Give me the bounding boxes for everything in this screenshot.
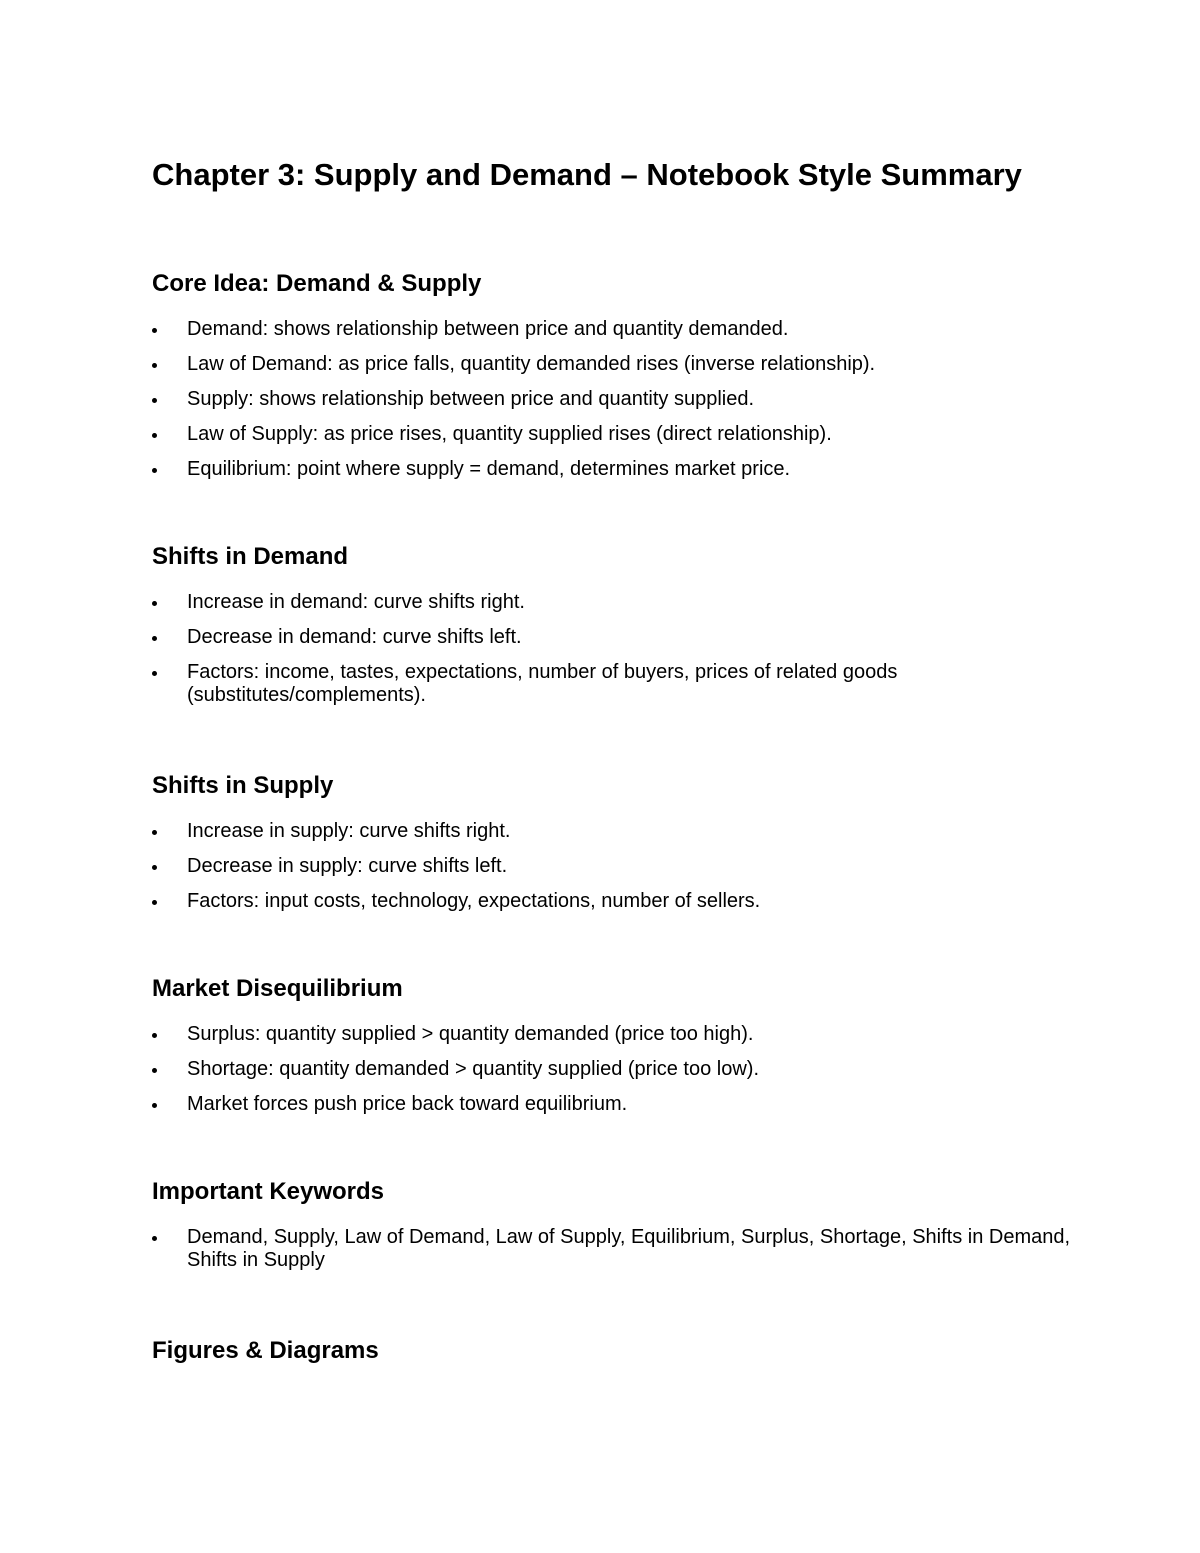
list-item-text: Decrease in demand: curve shifts left. bbox=[187, 626, 522, 648]
bullet-list bbox=[152, 591, 1072, 707]
bullet-icon bbox=[152, 636, 157, 641]
list-item-text: Market forces push price back toward equilibrium. bbox=[187, 1093, 628, 1115]
list-item bbox=[152, 1093, 1072, 1116]
bullet-icon bbox=[152, 1236, 157, 1241]
list-item bbox=[152, 388, 1072, 411]
list-item-text: Factors: income, tastes, expectations, number of buyers, prices of related goods (substitutes/complements). bbox=[187, 661, 898, 706]
bullet-list bbox=[152, 1023, 1072, 1116]
bullet-icon bbox=[152, 900, 157, 905]
list-item-text: Demand: shows relationship between price and quantity demanded. bbox=[187, 318, 789, 340]
bullet-icon bbox=[152, 865, 157, 870]
list-item bbox=[152, 423, 1072, 446]
bullet-icon bbox=[152, 601, 157, 606]
section-heading: Market Disequilibrium bbox=[152, 975, 403, 1002]
list-item-text: Law of Demand: as price falls, quantity demanded rises (inverse relationship). bbox=[187, 353, 876, 375]
section-figures-diagrams bbox=[152, 1337, 1072, 1365]
bullet-list bbox=[152, 318, 1072, 481]
section-important-keywords bbox=[152, 1178, 1072, 1272]
list-item bbox=[152, 1226, 1072, 1272]
list-item-text: Surplus: quantity supplied > quantity demanded (price too high). bbox=[187, 1023, 754, 1045]
list-item bbox=[152, 855, 1072, 878]
list-item bbox=[152, 318, 1072, 341]
list-item bbox=[152, 591, 1072, 614]
list-item bbox=[152, 1058, 1072, 1081]
bullet-icon bbox=[152, 1103, 157, 1108]
bullet-list bbox=[152, 820, 1072, 913]
list-item bbox=[152, 458, 1072, 481]
list-item-text: Equilibrium: point where supply = demand, determines market price. bbox=[187, 458, 791, 480]
list-item bbox=[152, 890, 1072, 913]
bullet-icon bbox=[152, 363, 157, 368]
bullet-icon bbox=[152, 433, 157, 438]
section-heading: Figures & Diagrams bbox=[152, 1337, 379, 1364]
list-item bbox=[152, 1023, 1072, 1046]
list-item-text: Shortage: quantity demanded > quantity supplied (price too low). bbox=[187, 1058, 760, 1080]
list-item bbox=[152, 626, 1072, 649]
section-heading: Shifts in Supply bbox=[152, 772, 334, 799]
bullet-list bbox=[152, 1226, 1072, 1272]
bullet-icon bbox=[152, 1033, 157, 1038]
section-shifts-in-demand bbox=[152, 543, 1072, 707]
list-item-text: Demand, Supply, Law of Demand, Law of Supply, Equilibrium, Surplus, Shortage, Shifts in Demand, Shifts in Supply bbox=[187, 1226, 1071, 1271]
list-item-text: Increase in demand: curve shifts right. bbox=[187, 591, 525, 613]
bullet-icon bbox=[152, 328, 157, 333]
section-shifts-in-supply bbox=[152, 772, 1072, 913]
bullet-icon bbox=[152, 1068, 157, 1073]
list-item-text: Factors: input costs, technology, expectations, number of sellers. bbox=[187, 890, 761, 912]
bullet-icon bbox=[152, 398, 157, 403]
section-market-disequilibrium bbox=[152, 975, 1072, 1116]
list-item bbox=[152, 820, 1072, 843]
section-heading: Shifts in Demand bbox=[152, 543, 349, 570]
page-title: Chapter 3: Supply and Demand – Notebook Style Summary bbox=[152, 157, 1022, 192]
list-item bbox=[152, 661, 1072, 707]
section-heading: Core Idea: Demand & Supply bbox=[152, 270, 482, 297]
bullet-icon bbox=[152, 671, 157, 676]
bullet-icon bbox=[152, 830, 157, 835]
list-item-text: Increase in supply: curve shifts right. bbox=[187, 820, 511, 842]
list-item-text: Supply: shows relationship between price and quantity supplied. bbox=[187, 388, 755, 410]
section-heading: Important Keywords bbox=[152, 1178, 385, 1205]
list-item-text: Decrease in supply: curve shifts left. bbox=[187, 855, 508, 877]
section-core-idea bbox=[152, 270, 1072, 481]
list-item-text: Law of Supply: as price rises, quantity supplied rises (direct relationship). bbox=[187, 423, 832, 445]
list-item bbox=[152, 353, 1072, 376]
bullet-icon bbox=[152, 468, 157, 473]
